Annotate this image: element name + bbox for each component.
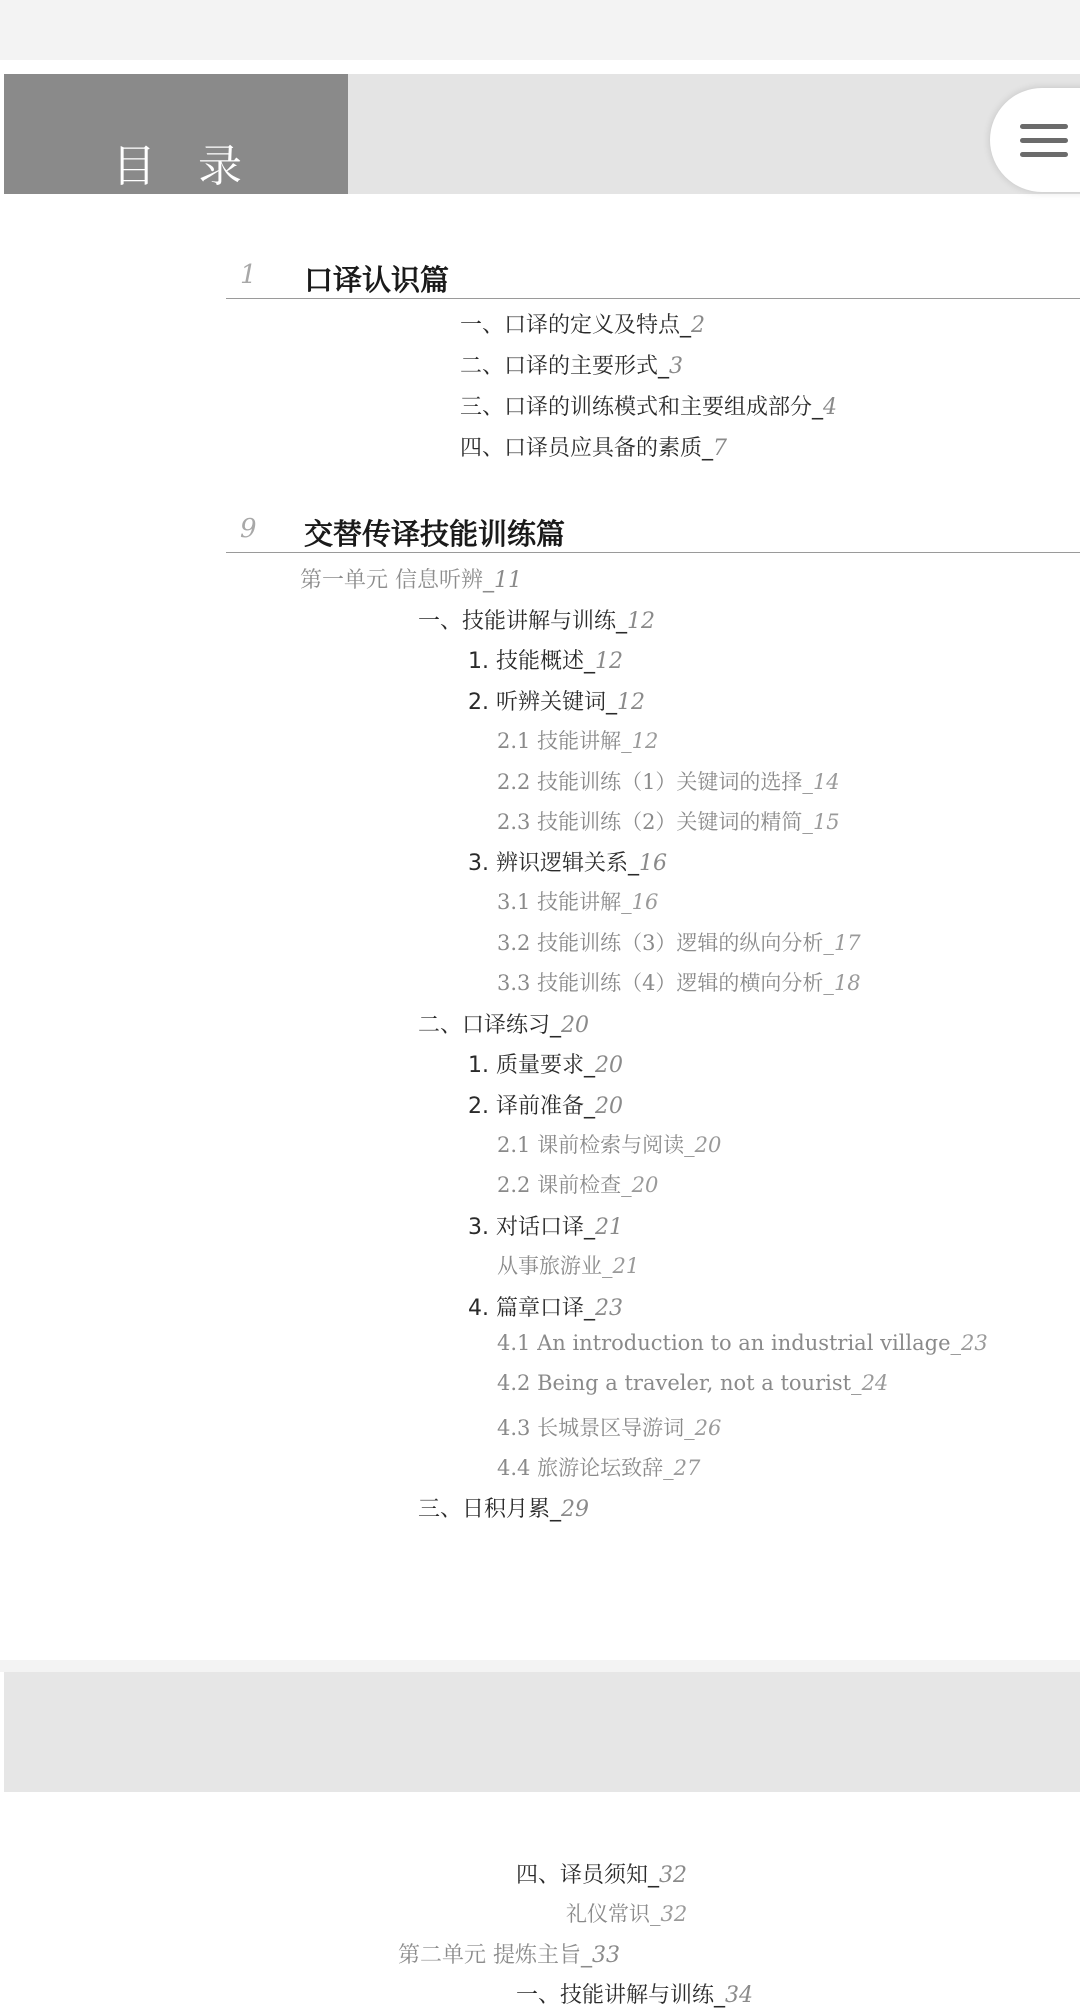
- toc-page-1: [0, 60, 1080, 1660]
- toc-page-number: 3: [669, 354, 684, 379]
- toc-subentry[interactable]: 2.2 课前检查_20: [497, 1173, 659, 1197]
- toc-page-number: 32: [660, 1902, 688, 1926]
- toc-page-number: 24: [861, 1371, 889, 1395]
- page-title: 目 录: [112, 141, 256, 192]
- header-band-2: [4, 1672, 1080, 1792]
- part-heading-2: [226, 512, 1080, 553]
- toc-page-number: 2: [691, 313, 706, 338]
- toc-page-number: 20: [594, 1053, 623, 1078]
- toc-page-number: 21: [612, 1254, 640, 1278]
- toc-subentry[interactable]: 4.1 An introduction to an industrial village_23: [497, 1331, 988, 1355]
- toc-page-number: 23: [961, 1331, 988, 1355]
- toc-unit-entry[interactable]: 第一单元 信息听辨_11: [300, 568, 522, 593]
- toc-subentry[interactable]: 3.2 技能训练（3）逻辑的纵向分析_17: [497, 931, 861, 955]
- toc-page-number: 11: [494, 568, 522, 593]
- toc-subentry[interactable]: 3.3 技能训练（4）逻辑的横向分析_18: [497, 971, 861, 995]
- toc-entry[interactable]: 二、口译的主要形式_3: [460, 354, 684, 379]
- part-title: 交替传译技能训练篇: [304, 517, 566, 551]
- toc-page-number: 23: [594, 1296, 623, 1321]
- toc-page-number: 16: [638, 851, 667, 876]
- toc-entry[interactable]: 二、口译练习_20: [418, 1013, 590, 1038]
- toc-subentry[interactable]: 4.2 Being a traveler, not a tourist_24: [497, 1371, 889, 1395]
- toc-entry[interactable]: 2. 听辨关键词_12: [468, 690, 645, 715]
- toc-entry[interactable]: 三、日积月累_29: [418, 1497, 590, 1522]
- toc-page-number: 12: [594, 649, 623, 674]
- toc-page-number: 15: [812, 810, 840, 834]
- toc-entry[interactable]: 一、技能讲解与训练_34: [516, 1983, 754, 2008]
- toc-page-number: 20: [594, 1094, 623, 1119]
- toc-subentry[interactable]: 2.1 技能讲解_12: [497, 729, 659, 753]
- toc-page-number: 12: [631, 729, 659, 753]
- part-page-number: 1: [240, 260, 257, 290]
- toc-entry[interactable]: 三、口译的训练模式和主要组成部分_4: [460, 395, 838, 420]
- toc-page-2: [0, 1672, 1080, 2012]
- toc-entry[interactable]: 3. 辨识逻辑关系_16: [468, 851, 667, 876]
- toc-entry[interactable]: 2. 译前准备_20: [468, 1094, 623, 1119]
- part-title: 口译认识篇: [304, 263, 450, 297]
- toc-page-number: 26: [694, 1416, 722, 1440]
- toc-subentry[interactable]: 4.3 长城景区导游词_26: [497, 1416, 722, 1440]
- toc-subentry[interactable]: 3.1 技能讲解_16: [497, 890, 659, 914]
- toc-subentry[interactable]: 2.2 技能训练（1）关键词的选择_14: [497, 770, 840, 794]
- toc-page-number: 12: [627, 609, 656, 634]
- toc-entry[interactable]: 1. 质量要求_20: [468, 1053, 623, 1078]
- toc-page-number: 7: [713, 436, 728, 461]
- toc-page-number: 20: [631, 1173, 659, 1197]
- toc-page-number: 14: [812, 770, 840, 794]
- toc-page-number: 20: [561, 1013, 590, 1038]
- toc-entry[interactable]: 四、译员须知_32: [516, 1863, 688, 1888]
- toc-unit-entry[interactable]: 第二单元 提炼主旨_33: [398, 1943, 620, 1968]
- toc-subentry[interactable]: 2.3 技能训练（2）关键词的精简_15: [497, 810, 840, 834]
- toc-entry[interactable]: 一、技能讲解与训练_12: [418, 609, 656, 634]
- toc-page-number: 18: [833, 971, 861, 995]
- toc-page-number: 27: [673, 1456, 701, 1480]
- toc-page-number: 34: [725, 1983, 754, 2008]
- toc-subentry[interactable]: 4.4 旅游论坛致辞_27: [497, 1456, 701, 1480]
- toc-page-number: 33: [592, 1943, 620, 1968]
- hamburger-menu-icon: [1020, 124, 1068, 166]
- toc-page-number: 16: [631, 890, 659, 914]
- toc-page-number: 20: [694, 1133, 722, 1157]
- toc-entry[interactable]: 1. 技能概述_12: [468, 649, 623, 674]
- toc-subentry[interactable]: 从事旅游业_21: [497, 1254, 640, 1278]
- toc-page-number: 4: [823, 395, 838, 420]
- toc-entry[interactable]: 四、口译员应具备的素质_7: [460, 436, 728, 461]
- toc-page-number: 29: [561, 1497, 590, 1522]
- toc-page-number: 21: [594, 1215, 623, 1240]
- toc-entry[interactable]: 4. 篇章口译_23: [468, 1296, 623, 1321]
- toc-subentry[interactable]: 2.1 课前检索与阅读_20: [497, 1133, 722, 1157]
- toc-subentry[interactable]: 礼仪常识_32: [566, 1902, 688, 1926]
- part-page-number: 9: [240, 514, 257, 544]
- toc-page-number: 12: [616, 690, 645, 715]
- toc-page-number: 32: [659, 1863, 688, 1888]
- toc-entry[interactable]: 3. 对话口译_21: [468, 1215, 623, 1240]
- part-heading-1: [226, 258, 1080, 299]
- toc-entry[interactable]: 一、口译的定义及特点_2: [460, 313, 706, 338]
- toc-page-number: 17: [833, 931, 861, 955]
